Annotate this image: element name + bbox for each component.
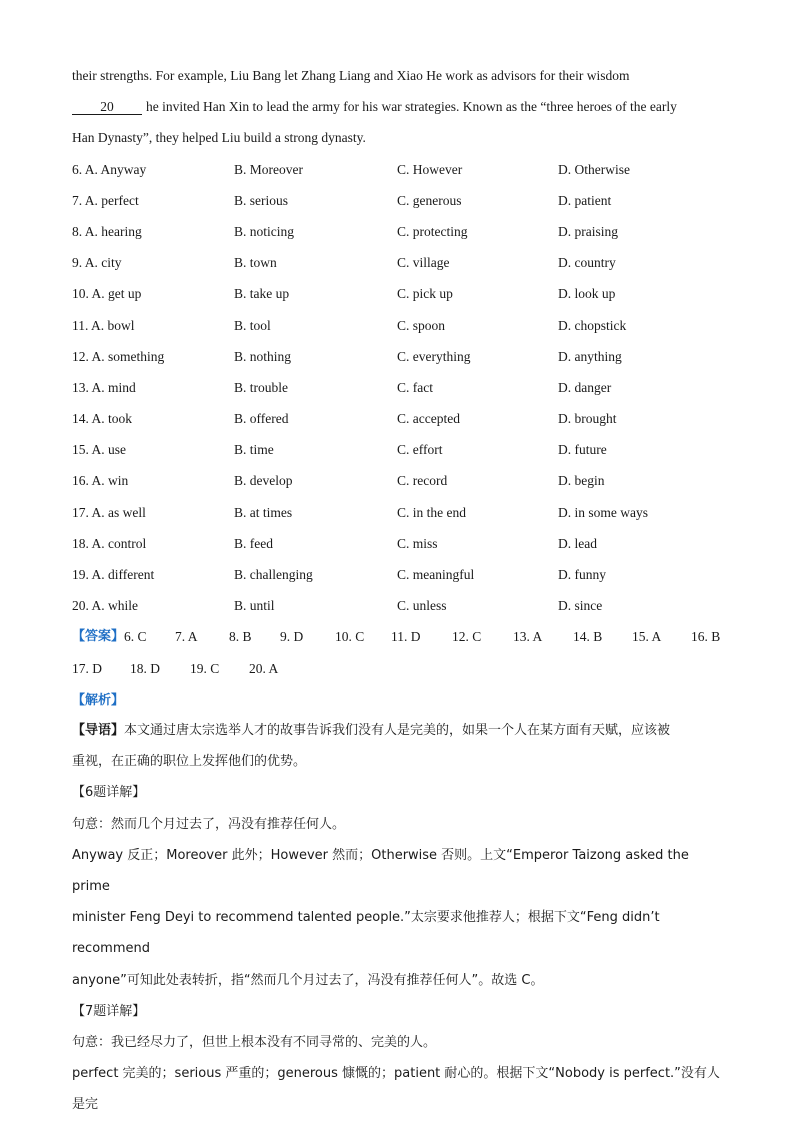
option-c: C. record	[397, 473, 448, 489]
q6-meaning: 句意：然而几个月过去了，冯没有推荐任何人。	[72, 816, 346, 832]
option-d: D. brought	[558, 411, 617, 427]
option-a: 13. A. mind	[72, 379, 136, 395]
option-d: D. chopstick	[558, 317, 627, 333]
answer-item: 12. C	[452, 629, 482, 645]
option-a: 14. A. took	[72, 411, 133, 427]
option-d: D. patient	[558, 192, 612, 208]
option-row	[72, 216, 722, 247]
answer-item: 15. A	[632, 629, 662, 645]
option-a: 12. A. something	[72, 348, 165, 364]
option-row	[72, 434, 722, 465]
option-c: C. pick up	[397, 286, 453, 302]
option-b: B. feed	[234, 535, 273, 551]
answer-item: 19. C	[190, 660, 220, 676]
q7-heading: 【7题详解】	[72, 1003, 146, 1019]
option-a: 16. A. win	[72, 473, 129, 489]
option-a: 6. A. Anyway	[72, 161, 147, 177]
answer-item: 9. D	[280, 629, 304, 645]
option-c: C. miss	[397, 535, 438, 551]
answer-item: 14. B	[573, 629, 603, 645]
guide-line-1	[72, 715, 722, 746]
guide-text: 本文通过唐太宗选举人才的故事告诉我们没有人是完美的，如果一个人在某方面有天赋，应该被	[124, 722, 671, 738]
answer-item: 11. D	[391, 629, 421, 645]
option-b: B. develop	[234, 473, 293, 489]
analysis-label: 【解析】	[72, 692, 125, 708]
option-d: D. Otherwise	[558, 161, 630, 177]
q7-meaning: 句意：我已经尽力了，但世上根本没有不同寻常的、完美的人。	[72, 1034, 437, 1050]
answer-key-row-2	[72, 653, 722, 684]
guide-label: 【导语】	[72, 722, 125, 738]
option-d: D. danger	[558, 379, 612, 395]
option-a: 19. A. different	[72, 567, 155, 582]
answer-key-row-1	[72, 621, 722, 652]
option-d: D. since	[558, 598, 603, 614]
option-c: C. unless	[397, 598, 447, 614]
option-b: B. nothing	[234, 348, 292, 364]
option-b: B. Moreover	[234, 161, 303, 177]
analysis-heading	[72, 684, 722, 715]
option-a: 7. A. perfect	[72, 192, 139, 208]
option-d: D. in some ways	[558, 504, 648, 520]
option-c: C. generous	[397, 192, 462, 208]
answer-item: 17. D	[72, 660, 102, 676]
answer-item: 16. B	[691, 629, 721, 645]
answer-item: 18. D	[130, 660, 160, 676]
option-d: D. begin	[558, 473, 605, 489]
option-c: C. everything	[397, 348, 471, 364]
option-b: B. serious	[234, 192, 288, 208]
option-b: B. challenging	[234, 567, 313, 582]
option-b: B. at times	[234, 504, 293, 520]
option-row	[72, 278, 722, 309]
option-b: B. tool	[234, 317, 271, 333]
option-a: 9. A. city	[72, 255, 122, 271]
q6-explain-line-3: anyone”可知此处表转折，指“然而几个月过去了，冯没有推荐任何人”。故选 C。	[72, 972, 544, 988]
option-c: C. accepted	[397, 411, 460, 427]
option-a: 15. A. use	[72, 442, 126, 458]
option-c: C. However	[397, 161, 463, 177]
passage-line-2	[72, 91, 722, 122]
option-b: B. town	[234, 255, 277, 271]
option-a: 8. A. hearing	[72, 223, 142, 239]
option-c: C. protecting	[397, 223, 468, 239]
option-d: D. anything	[558, 348, 622, 364]
option-row	[72, 154, 722, 185]
option-b: B. trouble	[234, 379, 288, 395]
option-row	[72, 310, 722, 341]
option-row	[72, 372, 722, 403]
option-c: C. fact	[397, 379, 433, 395]
option-row	[72, 185, 722, 216]
option-d: D. lead	[558, 535, 597, 551]
options-list	[72, 154, 722, 622]
answer-item: 10. C	[335, 629, 365, 645]
option-row	[72, 465, 722, 496]
option-row	[72, 403, 722, 434]
option-row	[72, 528, 722, 559]
option-d: D. look up	[558, 286, 616, 302]
passage-line-1: their strengths. For example, Liu Bang let Zhang Liang and Xiao He work as advisors for their wisdom	[72, 68, 630, 83]
option-b: B. time	[234, 442, 274, 458]
option-c: C. effort	[397, 442, 443, 458]
option-b: B. noticing	[234, 223, 294, 239]
option-d: D. country	[558, 255, 616, 271]
option-d: D. praising	[558, 223, 618, 239]
option-row	[72, 590, 722, 621]
option-a: 11. A. bowl	[72, 317, 135, 333]
option-b: B. until	[234, 598, 275, 614]
q7-explain-line-1: perfect 完美的；serious 严重的；generous 慷慨的；patient 耐心的。根据下文“Nobody is perfect.”没有人是完	[72, 1066, 720, 1113]
passage-line-2-text: he invited Han Xin to lead the army for his war strategies. Known as the “three heroes of the early	[146, 99, 677, 115]
option-row	[72, 559, 722, 590]
document-page	[72, 60, 722, 1121]
option-c: C. in the end	[397, 504, 466, 520]
option-a: 17. A. as well	[72, 504, 146, 520]
option-d: D. future	[558, 442, 607, 458]
option-row	[72, 247, 722, 278]
q6-heading: 【6题详解】	[72, 785, 146, 801]
answer-label: 【答案】	[72, 629, 125, 645]
option-c: C. village	[397, 255, 450, 271]
q6-explain-line-2: minister Feng Deyi to recommend talented people.”太宗要求他推荐人；根据下文“Feng didn’t recommend	[72, 910, 660, 957]
option-a: 10. A. get up	[72, 286, 142, 302]
passage-line-3: Han Dynasty”, they helped Liu build a strong dynasty.	[72, 130, 366, 146]
answer-item: 7. A	[175, 629, 198, 645]
option-a: 18. A. control	[72, 535, 147, 551]
answer-blank: 20	[72, 100, 142, 115]
answer-item: 20. A	[249, 660, 279, 676]
answer-item: 13. A	[513, 629, 543, 645]
option-row	[72, 341, 722, 372]
answer-item: 6. C	[124, 629, 147, 645]
option-row	[72, 497, 722, 528]
option-b: B. offered	[234, 411, 289, 427]
option-d: D. funny	[558, 567, 606, 582]
option-a: 20. A. while	[72, 598, 138, 614]
option-c: C. spoon	[397, 317, 446, 333]
q6-explain-line-1: Anyway 反正；Moreover 此外；However 然而；Otherwise 否则。上文“Emperor Taizong asked the prime	[72, 847, 689, 894]
option-c: C. meaningful	[397, 567, 475, 582]
answer-item: 8. B	[229, 629, 252, 645]
guide-line-2: 重视，在正确的职位上发挥他们的优势。	[72, 754, 307, 770]
option-b: B. take up	[234, 286, 290, 302]
